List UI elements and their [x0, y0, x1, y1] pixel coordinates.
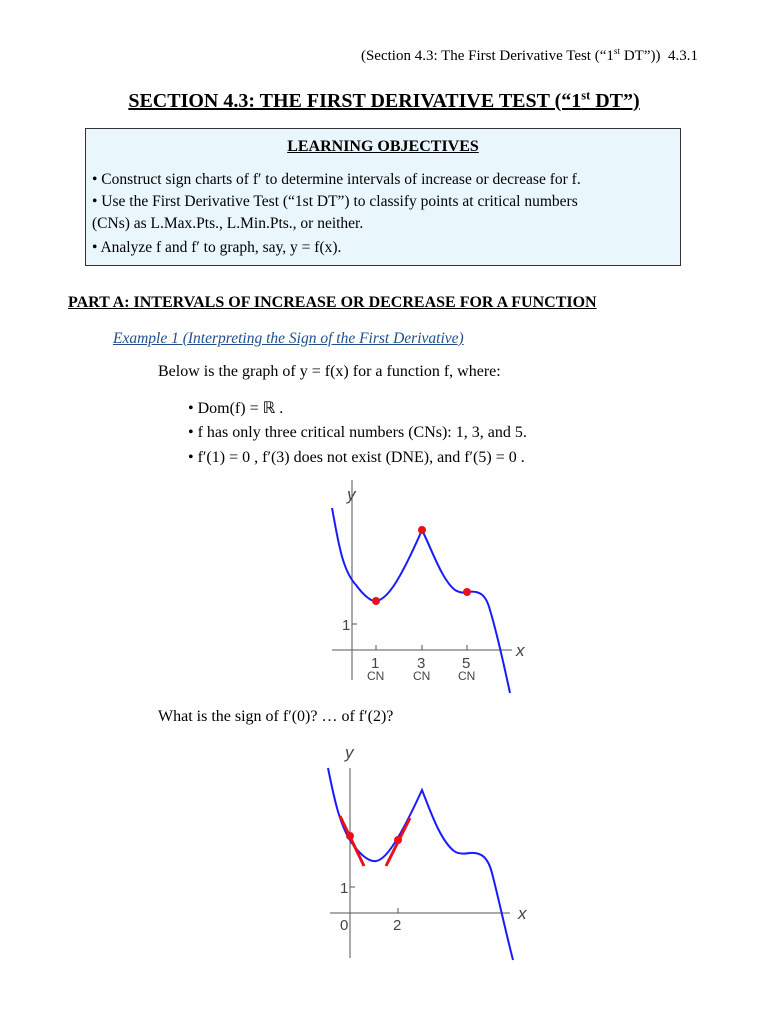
cn-label-1: CN	[367, 669, 385, 683]
example-intro: Below is the graph of y = f(x) for a function f, where:	[158, 363, 501, 380]
objective-2-line-1: • Use the First Derivative Test (“1st DT”) to classify points at critical numbers	[92, 193, 578, 210]
bullet-critical-numbers: • f has only three critical numbers (CNs): 1, 3, and 5.	[188, 424, 527, 441]
x-tick-label-2: 2	[393, 917, 402, 934]
cn-label-5: CN	[458, 669, 476, 683]
x-tick-label-5: 5	[462, 655, 471, 672]
tangent-point-2	[394, 836, 402, 844]
bullet-domain: • Dom(f) = ℝ .	[188, 400, 284, 417]
objective-1: • Construct sign charts of f′ to determine intervals of increase or decrease for f.	[92, 171, 581, 188]
y-tick-label: 1	[342, 617, 351, 634]
page-title: SECTION 4.3: THE FIRST DERIVATIVE TEST (“1st DT”)	[128, 88, 640, 112]
critical-point-3	[418, 526, 426, 534]
cn-label-3: CN	[413, 669, 431, 683]
y-tick-label: 1	[340, 880, 349, 897]
x-tick-label-1: 1	[371, 655, 380, 672]
x-axis-label: x	[516, 641, 525, 660]
tangent-line-at-0	[340, 816, 364, 866]
learning-objectives-box	[85, 128, 681, 266]
graph-2	[318, 738, 538, 963]
y-axis-label: y	[347, 485, 356, 504]
example-1-heading: Example 1 (Interpreting the Sign of the First Derivative)	[113, 330, 464, 347]
objective-3: • Analyze f and f′ to graph, say, y = f(x).	[92, 239, 342, 256]
tangent-point-0	[346, 832, 354, 840]
y-axis-label: y	[345, 743, 354, 762]
sign-question: What is the sign of f′(0)? … of f′(2)?	[158, 708, 394, 725]
x-axis-label: x	[518, 904, 527, 923]
bullet-derivative-values: • f′(1) = 0 , f′(3) does not exist (DNE), and f′(5) = 0 .	[188, 449, 525, 466]
running-head: (Section 4.3: The First Derivative Test (“1st DT”)) 4.3.1	[360, 47, 698, 64]
objective-2-line-2: (CNs) as L.Max.Pts., L.Min.Pts., or neither.	[92, 215, 364, 232]
x-tick-label-0: 0	[340, 917, 349, 934]
part-a-heading: PART A: INTERVALS OF INCREASE OR DECREASE FOR A FUNCTION	[68, 294, 597, 311]
learning-objectives-heading: LEARNING OBJECTIVES	[287, 138, 479, 155]
critical-point-1	[372, 597, 380, 605]
critical-point-5	[463, 588, 471, 596]
function-curve	[328, 768, 513, 960]
graph-1	[320, 480, 540, 695]
x-tick-label-3: 3	[417, 655, 426, 672]
